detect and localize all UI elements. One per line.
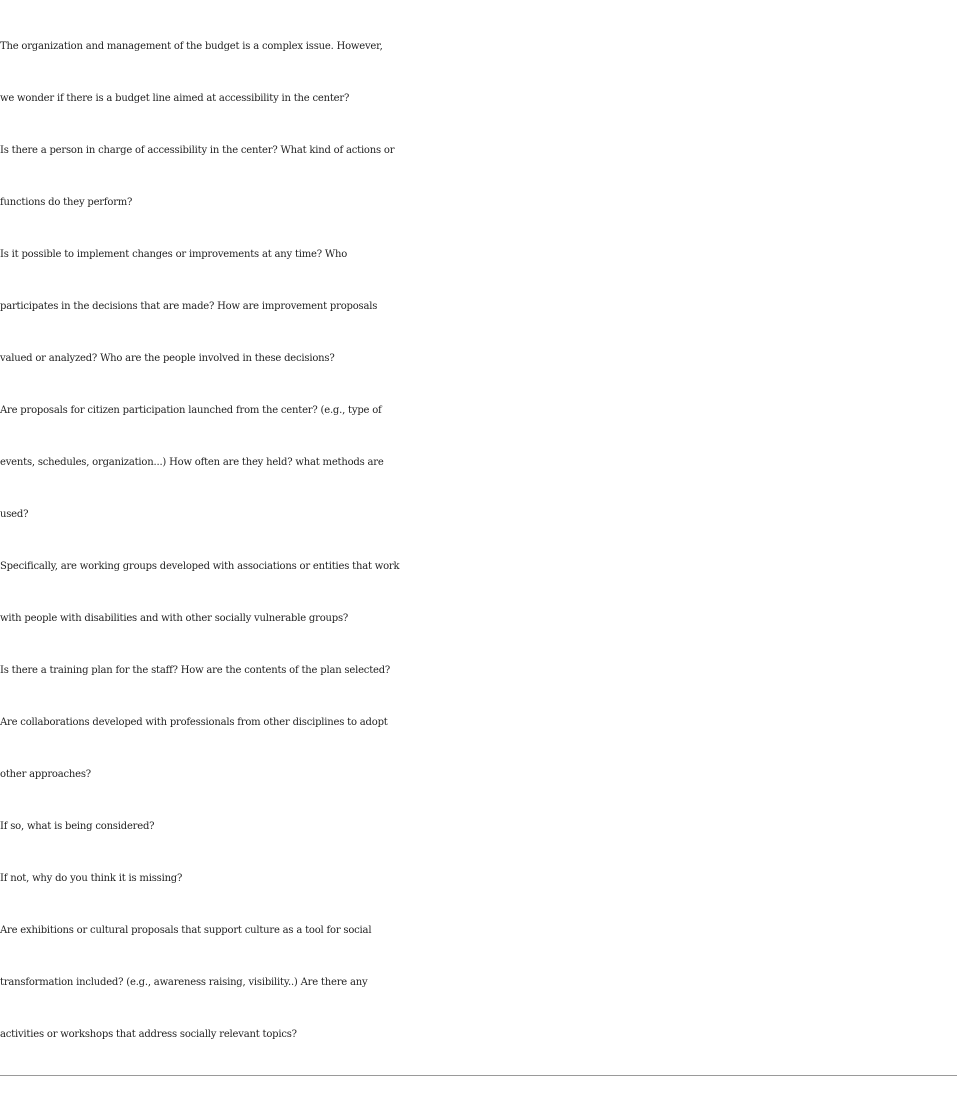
- text-line: Is there a person in charge of accessibility in the center? What kind of actions or: [0, 145, 395, 156]
- text-line: Are collaborations developed with professionals from other disciplines to adopt: [0, 717, 388, 728]
- text-line: used?: [0, 509, 29, 520]
- text-line: If so, what is being considered?: [0, 821, 155, 832]
- document-body: [0, 21, 957, 1061]
- text-line: with people with disabilities and with other socially vulnerable groups?: [0, 613, 349, 624]
- text-line: Are proposals for citizen participation launched from the center? (e.g., type of: [0, 405, 382, 416]
- text-line: If not, why do you think it is missing?: [0, 873, 183, 884]
- text-line: Is it possible to implement changes or improvements at any time? Who: [0, 249, 348, 260]
- text-line: The organization and management of the budget is a complex issue. However,: [0, 41, 383, 52]
- bottom-divider: [0, 1075, 957, 1076]
- text-line: participates in the decisions that are made? How are improvement proposals: [0, 301, 378, 312]
- text-line: Are exhibitions or cultural proposals that support culture as a tool for social: [0, 925, 372, 936]
- text-line: activities or workshops that address socially relevant topics?: [0, 1029, 297, 1040]
- text-line: events, schedules, organization...) How often are they held? what methods are: [0, 457, 384, 468]
- text-line: valued or analyzed? Who are the people involved in these decisions?: [0, 353, 335, 364]
- text-line: Specifically, are working groups developed with associations or entities that work: [0, 561, 400, 572]
- text-line: other approaches?: [0, 769, 91, 780]
- text-line: transformation included? (e.g., awareness raising, visibility..) Are there any: [0, 977, 368, 988]
- text-line: functions do they perform?: [0, 197, 133, 208]
- text-line: we wonder if there is a budget line aimed at accessibility in the center?: [0, 93, 350, 104]
- text-line: Is there a training plan for the staff? How are the contents of the plan selected?: [0, 665, 391, 676]
